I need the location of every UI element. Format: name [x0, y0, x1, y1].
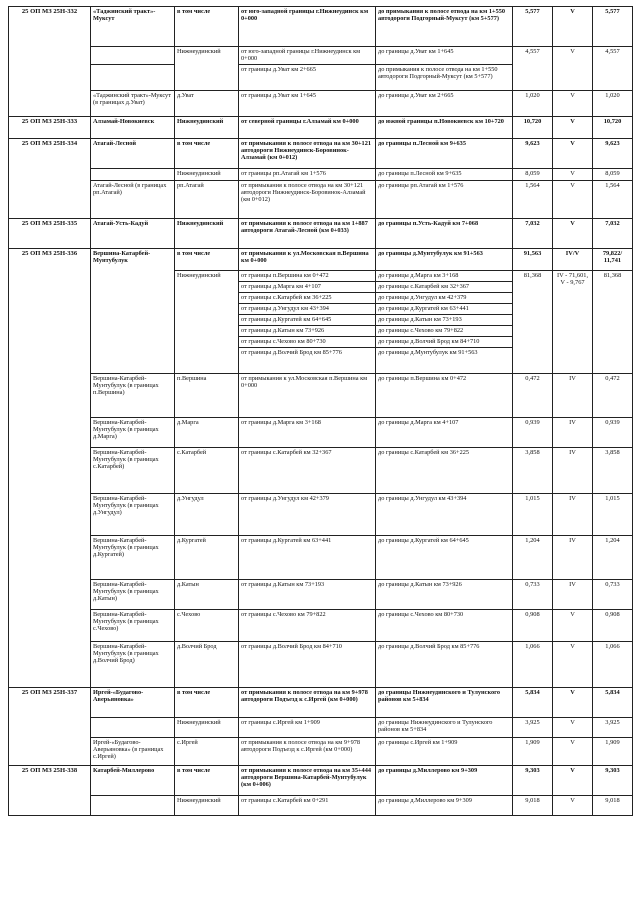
registration-number: 25 ОП МЗ 25Н-336	[9, 248, 91, 687]
segment-end: до границы д.Волчий Брод км 84+710	[376, 336, 513, 347]
total-length-km: 4,557	[593, 47, 633, 91]
segment-start: от границы д.Унгудул км 43+394	[239, 303, 376, 314]
segment-end: до границы Нижнеудинского и Тулунского районов км 5+834	[376, 717, 513, 737]
road-name: Вершина-Катарбей-Мунтубулук (в границах с.Чехово)	[91, 609, 175, 641]
length-km: 9,623	[513, 138, 553, 168]
table-row	[9, 417, 633, 447]
road-category: IV	[553, 535, 593, 579]
segment-end: до примыкания к полосе отвода на км 1+550 автодороги Подгорный-Муксут (км 5+577)	[376, 7, 513, 47]
segment-end: до границы д.Марга км 3+168	[376, 270, 513, 281]
segment-end: до границы с.Чехово км 79+822	[376, 325, 513, 336]
road-category: V	[553, 717, 593, 737]
length-km: 0,472	[513, 373, 553, 417]
district: в том числе	[175, 765, 239, 795]
district: Нижнеудинский	[175, 168, 239, 180]
district: Нижнеудинский	[175, 116, 239, 138]
length-km: 5,577	[513, 7, 553, 47]
length-km: 81,368	[513, 270, 553, 373]
district: д.Уват	[175, 90, 239, 116]
segment-end: до границы с.Катарбей км 32+367	[376, 281, 513, 292]
length-km: 0,908	[513, 609, 553, 641]
segment-end: до границы рп.Атагай км 1+576	[376, 180, 513, 218]
segment-end: до границы д.Катын км 73+926	[376, 579, 513, 609]
district: в том числе	[175, 248, 239, 270]
total-length-km: 9,303	[593, 765, 633, 795]
total-length-km: 10,720	[593, 116, 633, 138]
road-name: Вершина-Катарбей-Мунтубулук (в границах д.Волчий Брод)	[91, 641, 175, 687]
table-row	[9, 138, 633, 168]
segment-end: до границы с.Иргей км 1+909	[376, 737, 513, 765]
segment-start: от примыкания к полосе отвода на км 30+121 автодороги Нижнеудинск-Боровинок-Алзамай (км 0+012)	[239, 180, 376, 218]
length-km: 1,909	[513, 737, 553, 765]
district: в том числе	[175, 7, 239, 47]
district: Нижнеудинский	[175, 795, 239, 815]
road-name: Вершина-Катарбей-Мунтубулук	[91, 248, 175, 373]
total-length-km: 0,733	[593, 579, 633, 609]
road-category: V	[553, 218, 593, 248]
table-row	[9, 795, 633, 815]
total-length-km: 81,368	[593, 270, 633, 373]
district: Нижнеудинский	[175, 717, 239, 737]
total-length-km: 0,908	[593, 609, 633, 641]
segment-start: от границы д.Кургатей км 63+441	[239, 535, 376, 579]
road-name: Вершина-Катарбей-Мунтубулук (в границах с.Катарбей)	[91, 447, 175, 493]
total-length-km: 8,059	[593, 168, 633, 180]
road-category: V	[553, 609, 593, 641]
segment-start: от границы д.Катын км 73+926	[239, 325, 376, 336]
registration-number: 25 ОП МЗ 25Н-335	[9, 218, 91, 248]
road-category: V	[553, 737, 593, 765]
road-name: Иргей-«Будагово-Аверьяновка» (в границах с.Иргей)	[91, 737, 175, 765]
road-name: Катарбей-Миллерово	[91, 765, 175, 795]
length-km: 1,204	[513, 535, 553, 579]
road-name: Атагай-Усть-Кадуй	[91, 218, 175, 248]
segment-end: до примыкания к полосе отвода на км 1+550 автодороги Подгорный-Муксут (км 5+577)	[376, 64, 513, 90]
road-name: Вершина-Катарбей-Мунтубулук (в границах д.Катын)	[91, 579, 175, 609]
road-name	[91, 47, 175, 65]
table-row	[9, 493, 633, 535]
segment-start: от границы с.Катарбей км 32+367	[239, 447, 376, 493]
length-km: 1,564	[513, 180, 553, 218]
segment-start: от юго-западной границы г.Нижнеудинск км 0+000	[239, 7, 376, 47]
roads-table	[8, 6, 633, 816]
length-km: 1,015	[513, 493, 553, 535]
road-category: V	[553, 90, 593, 116]
total-length-km: 3,858	[593, 447, 633, 493]
road-category: V	[553, 168, 593, 180]
table-row	[9, 687, 633, 717]
total-length-km: 1,564	[593, 180, 633, 218]
table-row	[9, 90, 633, 116]
segment-start: от границы рп.Атагай км 1+576	[239, 168, 376, 180]
length-km: 7,032	[513, 218, 553, 248]
segment-end: до границы п.Лесной км 9+635	[376, 168, 513, 180]
length-km: 0,733	[513, 579, 553, 609]
road-name: Алзамай-Новокиевск	[91, 116, 175, 138]
district: д.Волчий Брод	[175, 641, 239, 687]
road-category: IV	[553, 493, 593, 535]
table-row	[9, 609, 633, 641]
total-length-km: 0,939	[593, 417, 633, 447]
segment-start: от границы д.Уват км 2+665	[239, 64, 376, 90]
segment-start: от границы д.Марга км 3+168	[239, 417, 376, 447]
segment-start: от границы п.Вершина км 0+472	[239, 270, 376, 281]
district: п.Вершина	[175, 373, 239, 417]
road-category: V	[553, 795, 593, 815]
total-length-km: 1,066	[593, 641, 633, 687]
road-name: Вершина-Катарбей-Мунтубулук (в границах д.Кургатей)	[91, 535, 175, 579]
segment-start: от границы д.Волчий Брод км 84+710	[239, 641, 376, 687]
segment-end: до границы с.Катарбей км 36+225	[376, 447, 513, 493]
district: д.Катын	[175, 579, 239, 609]
road-category: IV	[553, 417, 593, 447]
length-km: 3,858	[513, 447, 553, 493]
total-length-km: 1,020	[593, 90, 633, 116]
segment-start: от границы д.Унгудул км 42+379	[239, 493, 376, 535]
total-length-km: 1,015	[593, 493, 633, 535]
total-length-km: 5,834	[593, 687, 633, 717]
district: с.Чехово	[175, 609, 239, 641]
road-category: V	[553, 116, 593, 138]
segment-start: от северной границы г.Алзамай км 0+000	[239, 116, 376, 138]
segment-end: до границы Нижнеудинского и Тулунского районов км 5+834	[376, 687, 513, 717]
length-km: 1,066	[513, 641, 553, 687]
total-length-km: 5,577	[593, 7, 633, 47]
segment-end: до границы д.Катын км 73+193	[376, 314, 513, 325]
table-row	[9, 248, 633, 270]
segment-end: до границы д.Уват км 2+665	[376, 90, 513, 116]
road-name: Иргей-«Будагово-Аверьяновка»	[91, 687, 175, 717]
segment-start: от границы с.Катарбей км 36+225	[239, 292, 376, 303]
table-row	[9, 180, 633, 218]
segment-end: до границы д.Кургатей км 63+441	[376, 303, 513, 314]
segment-end: до границы д.Марга км 4+107	[376, 417, 513, 447]
segment-end: до границы д.Кургатей км 64+645	[376, 535, 513, 579]
length-km: 8,059	[513, 168, 553, 180]
road-name: Вершина-Катарбей-Мунтубулук (в границах д.Унгудул)	[91, 493, 175, 535]
road-name	[91, 64, 175, 90]
table-row	[9, 447, 633, 493]
segment-end: до границы д.Унгудул км 43+394	[376, 493, 513, 535]
road-category: IV	[553, 579, 593, 609]
road-category: V	[553, 641, 593, 687]
registration-number: 25 ОП МЗ 25Н-337	[9, 687, 91, 765]
length-km: 9,018	[513, 795, 553, 815]
segment-start: от границы с.Чехово км 80+730	[239, 336, 376, 347]
table-row	[9, 373, 633, 417]
road-category: IV - 71,601, V - 9,767	[553, 270, 593, 373]
length-km: 4,557	[513, 47, 553, 91]
segment-end: до границы д.Мунтубулук км 91+563	[376, 347, 513, 373]
length-km: 91,563	[513, 248, 553, 270]
segment-end: до границы п.Лесной км 9+635	[376, 138, 513, 168]
segment-end: до границы д.Волчий Брод км 85+776	[376, 641, 513, 687]
segment-end: до южной границы п.Новокиевск км 10+720	[376, 116, 513, 138]
segment-end: до границы с.Чехово км 80+730	[376, 609, 513, 641]
road-name: «Таджинский тракт»-Муксут (в границах д.Уват)	[91, 90, 175, 116]
district: с.Иргей	[175, 737, 239, 765]
road-category: V	[553, 180, 593, 218]
table-row	[9, 7, 633, 47]
road-name	[91, 795, 175, 815]
table-row	[9, 218, 633, 248]
segment-end: до границы п.Усть-Кадуй км 7+068	[376, 218, 513, 248]
district: д.Кургатей	[175, 535, 239, 579]
table-row	[9, 641, 633, 687]
length-km: 0,939	[513, 417, 553, 447]
district: д.Марга	[175, 417, 239, 447]
total-length-km: 9,018	[593, 795, 633, 815]
road-category: IV	[553, 373, 593, 417]
segment-start: от примыкания к полосе отвода на км 9+978 автодороги Подъезд к с.Иргей (км 0+000)	[239, 687, 376, 717]
table-row	[9, 116, 633, 138]
length-km: 3,925	[513, 717, 553, 737]
road-category: IV/V	[553, 248, 593, 270]
segment-start: от границы с.Катарбей км 0+291	[239, 795, 376, 815]
table-row	[9, 47, 633, 65]
total-length-km: 0,472	[593, 373, 633, 417]
table-row	[9, 717, 633, 737]
table-row	[9, 737, 633, 765]
road-name	[91, 717, 175, 737]
segment-start: от границы д.Волчий Брод км 85+776	[239, 347, 376, 373]
segment-start: от примыкания к полосе отвода на км 1+887 автодороги Атагай-Лесной (км 0+033)	[239, 218, 376, 248]
segment-start: от границы д.Кургатей км 64+645	[239, 314, 376, 325]
segment-end: до границы д.Мунтубулук км 91+563	[376, 248, 513, 270]
district: д.Унгудул	[175, 493, 239, 535]
segment-start: от примыкания к ул.Московская п.Вершина км 0+000	[239, 248, 376, 270]
segment-start: от границы д.Катын км 73+193	[239, 579, 376, 609]
total-length-km: 3,925	[593, 717, 633, 737]
district: в том числе	[175, 138, 239, 168]
road-name: «Таджинский тракт»-Муксут	[91, 7, 175, 47]
road-name: Вершина-Катарбей-Мунтубулук (в границах п.Вершина)	[91, 373, 175, 417]
table-row	[9, 168, 633, 180]
road-name: Вершина-Катарбей-Мунтубулук (в границах д.Марга)	[91, 417, 175, 447]
segment-end: до границы п.Вершина км 0+472	[376, 373, 513, 417]
road-category: V	[553, 765, 593, 795]
segment-start: от примыкания к полосе отвода на км 9+978 автодороги Подъезд к с.Иргей (км 0+000)	[239, 737, 376, 765]
road-category: IV	[553, 447, 593, 493]
length-km: 10,720	[513, 116, 553, 138]
length-km: 9,303	[513, 765, 553, 795]
segment-start: от примыкания к полосе отвода на км 30+121 автодороги Нижнеудинск-Боровинок-Алзамай (км 0+012)	[239, 138, 376, 168]
road-category: V	[553, 687, 593, 717]
total-length-km: 1,909	[593, 737, 633, 765]
segment-start: от юго-западной границы г.Нижнеудинск км 0+000	[239, 47, 376, 65]
length-km: 1,020	[513, 90, 553, 116]
district: рп.Атагай	[175, 180, 239, 218]
road-name	[91, 168, 175, 180]
registration-number: 25 ОП МЗ 25Н-333	[9, 116, 91, 138]
registration-number: 25 ОП МЗ 25Н-334	[9, 138, 91, 218]
segment-end: до границы д.Уват км 1+645	[376, 47, 513, 65]
district: Нижнеудинский	[175, 47, 239, 91]
segment-end: до границы д.Миллерово км 9+309	[376, 765, 513, 795]
table-row	[9, 579, 633, 609]
district: Нижнеудинский	[175, 218, 239, 248]
segment-start: от примыкания к ул.Московская п.Вершина км 0+000	[239, 373, 376, 417]
total-length-km: 7,032	[593, 218, 633, 248]
segment-start: от границы с.Иргей км 1+909	[239, 717, 376, 737]
registration-number: 25 ОП МЗ 25Н-338	[9, 765, 91, 815]
table-row	[9, 535, 633, 579]
district: с.Катарбей	[175, 447, 239, 493]
segment-start: от границы д.Уват км 1+645	[239, 90, 376, 116]
total-length-km: 79,822/ 11,741	[593, 248, 633, 270]
registration-number: 25 ОП МЗ 25Н-332	[9, 7, 91, 117]
segment-end: до границы д.Унгудул км 42+379	[376, 292, 513, 303]
road-name: Атагай-Лесной	[91, 138, 175, 168]
road-category: V	[553, 7, 593, 47]
total-length-km: 9,623	[593, 138, 633, 168]
road-category: V	[553, 47, 593, 91]
segment-start: от границы с.Чехово км 79+822	[239, 609, 376, 641]
road-category: V	[553, 138, 593, 168]
total-length-km: 1,204	[593, 535, 633, 579]
road-name: Атагай-Лесной (в границах рп.Атагай)	[91, 180, 175, 218]
table-row	[9, 765, 633, 795]
segment-start: от границы д.Марга км 4+107	[239, 281, 376, 292]
segment-end: до границы д.Миллерово км 9+309	[376, 795, 513, 815]
segment-start: от примыкания к полосе отвода на км 35+444 автодороги Вершина-Катарбей-Мунтубулук (км 0+006)	[239, 765, 376, 795]
length-km: 5,834	[513, 687, 553, 717]
district: Нижнеудинский	[175, 270, 239, 373]
district: в том числе	[175, 687, 239, 717]
